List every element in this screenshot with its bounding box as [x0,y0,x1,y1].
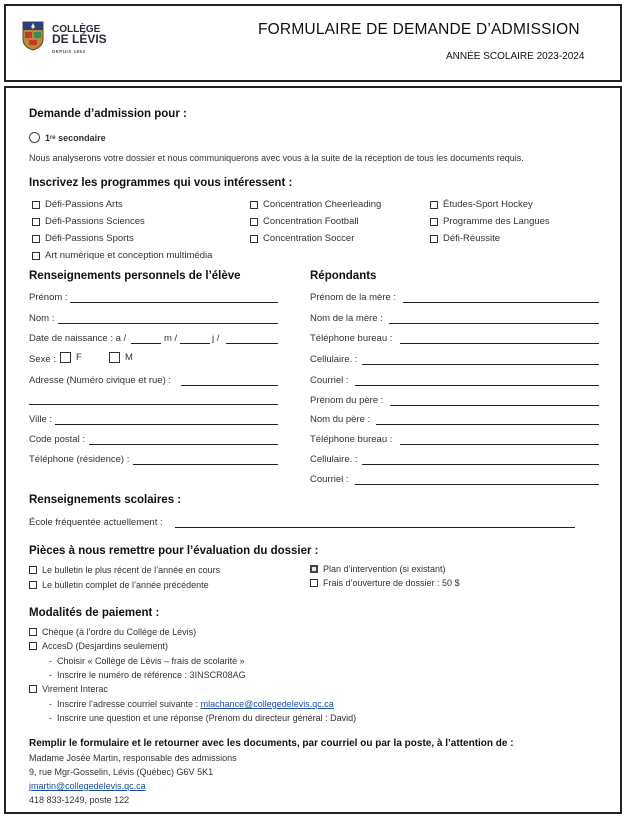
tel-bureau-pere-label: Téléphone bureau : [310,434,393,445]
checkbox[interactable] [29,566,37,574]
program-label: Concentration Soccer [263,233,355,244]
payment-cheque[interactable] [29,627,196,637]
admission-note: Nous analyserons votre dossier et nous communiquerons avec vous à la suite de la réception de tous les documents requis. [29,153,524,163]
checkbox[interactable] [32,252,40,260]
adresse-label: Adresse (Numéro civique et rue) : [29,375,172,386]
logo-tagline: DEPUIS 1853 [52,49,86,54]
checkbox[interactable] [430,235,438,243]
nom-mere-label: Nom de la mère : [310,313,383,324]
nom-field[interactable] [58,323,278,324]
document-label: Frais d’ouverture de dossier : 50 $ [323,578,460,588]
school-heading: Renseignements scolaires : [29,494,182,506]
interac-instruction-2: Inscrire une question et une réponse (Prénom du directeur général : David) [57,713,357,723]
dob-month-label: m / [164,333,178,344]
program-option[interactable] [32,216,145,227]
courriel-pere-label: Courriel : [310,474,349,485]
cellulaire-pere-field[interactable] [362,464,599,465]
interac-bullet-1: - Inscrire l’adresse courriel suivante : mlachance@collegedelevis.qc.ca [49,699,334,709]
admission-option-label: 1ʳᵉ secondaire [45,132,106,143]
payment-accesd-label: AccesD (Desjardins seulement) [42,641,169,651]
program-option[interactable] [430,233,500,244]
cellulaire-mere-field[interactable] [362,364,599,365]
checkbox[interactable] [60,352,71,363]
accesd-instruction-2: Inscrire le numéro de référence : 3INSCR08AG [57,670,246,680]
document-label: Plan d’intervention (si existant) [323,564,446,574]
dob-label: Date de naissance : a / [29,333,127,344]
ville-label: Ville : [29,414,53,425]
document-label: Le bulletin complet de l’année précédente [42,580,209,590]
nom-label: Nom : [29,313,55,324]
courriel-pere-field[interactable] [355,484,599,485]
tel-bureau-mere-label: Téléphone bureau : [310,333,393,344]
code-postal-label: Code postal : [29,434,85,445]
program-label: Défi-Passions Arts [45,199,123,210]
sexe-f-option[interactable] [60,352,82,363]
documents-heading: Pièces à nous remettre pour l’évaluation du dossier : [29,545,319,557]
accesd-instruction-1: Choisir « Collège de Lévis – frais de scolarité » [57,656,245,666]
tel-bureau-pere-field[interactable] [400,444,599,445]
adresse-field-line2[interactable] [29,404,278,405]
nom-pere-label: Nom du père : [310,414,371,425]
school-year: ANNÉE SCOLAIRE 2023-2024 [446,51,585,62]
checkbox[interactable] [310,579,318,587]
crest-icon [22,21,44,51]
checkbox[interactable] [32,218,40,226]
payment-interac[interactable] [29,684,108,694]
interac-instruction-1: Inscrire l’adresse courriel suivante : [57,699,199,709]
footer-contact-name: Madame Josée Martin, responsable des admissions [29,753,237,763]
footer-phone: 418 833-1249, poste 122 [29,795,130,805]
program-label: Études-Sport Hockey [443,199,533,210]
payment-interac-label: Virement Interac [42,684,108,694]
checkbox[interactable] [250,218,258,226]
program-label: Art numérique et conception multimédia [45,250,213,261]
prenom-mere-field[interactable] [403,302,599,303]
program-label: Concentration Football [263,216,359,227]
student-heading: Renseignements personnels de l’élève [29,270,241,282]
checkbox[interactable] [32,235,40,243]
adresse-field[interactable] [181,385,278,386]
checkbox[interactable] [310,565,318,573]
checkbox[interactable] [29,581,37,589]
checkbox[interactable] [109,352,120,363]
program-option[interactable] [32,233,134,244]
document-item[interactable] [310,564,446,574]
telephone-field[interactable] [133,464,278,465]
checkbox[interactable] [32,201,40,209]
sexe-f-label: F [76,352,82,363]
program-option[interactable] [430,216,550,227]
sexe-label: Sexe : [29,354,56,365]
document-item[interactable] [310,578,460,588]
program-label: Programme des Langues [443,216,550,227]
footer-address: 9, rue Mgr-Gosselin, Lévis (Québec) G6V 5K1 [29,767,214,777]
cellulaire-pere-label: Cellulaire. : [310,454,358,465]
program-label: Défi-Réussite [443,233,501,244]
nom-mere-field[interactable] [389,323,599,324]
program-option[interactable] [250,216,359,227]
checkbox[interactable] [29,642,37,650]
interac-email-link[interactable]: mlachance@collegedelevis.qc.ca [200,699,334,709]
program-option[interactable] [430,199,533,210]
admission-heading: Demande d’admission pour : [29,108,187,120]
dob-year-field[interactable] [131,343,161,344]
prenom-label: Prénom : [29,292,68,303]
accesd-bullet-1: - Choisir « Collège de Lévis – frais de scolarité » [49,656,245,666]
prenom-pere-label: Prénom du père : [310,395,384,406]
dob-month-field[interactable] [180,343,210,344]
telephone-label: Téléphone (résidence) : [29,454,130,465]
program-option[interactable] [250,233,354,244]
programs-heading: Inscrivez les programmes qui vous intéressent : [29,177,293,189]
program-label: Défi-Passions Sciences [45,216,145,227]
ecole-label: École fréquentée actuellement : [29,517,163,528]
tel-bureau-mere-field[interactable] [400,343,599,344]
footer-instruction: Remplir le formulaire et le retourner avec les documents, par courriel ou par la poste, à l’attention de : [29,738,514,749]
dob-day-field[interactable] [226,343,278,344]
logo-name-line2: DE LÉVIS [52,32,107,46]
sexe-m-option[interactable] [109,352,133,363]
nom-pere-field[interactable] [376,424,599,425]
program-label: Concentration Cheerleading [263,199,382,210]
prenom-field[interactable] [70,302,278,303]
interac-bullet-2: - Inscrire une question et une réponse (Prénom du directeur général : David) [49,713,357,723]
courriel-mere-label: Courriel : [310,375,349,386]
dob-day-label: j / [212,333,220,344]
checkbox[interactable] [29,628,37,636]
payment-heading: Modalités de paiement : [29,607,160,619]
cellulaire-mere-label: Cellulaire. : [310,354,358,365]
payment-cheque-label: Chèque (à l’ordre du Collège de Lévis) [42,627,197,637]
courriel-mere-field[interactable] [355,385,599,386]
college-logo [22,21,118,65]
accesd-bullet-2: - Inscrire le numéro de référence : 3INSCR08AG [49,670,246,680]
admission-option-secondaire[interactable] [29,132,106,143]
admission-radio[interactable] [29,132,40,143]
document-item[interactable] [29,565,220,575]
document-item[interactable] [29,580,209,590]
program-option[interactable] [32,199,123,210]
program-label: Défi-Passions Sports [45,233,134,244]
logo-name-line1: COLLÈGE [52,24,101,35]
program-option[interactable] [250,199,381,210]
payment-accesd[interactable] [29,641,168,651]
checkbox[interactable] [430,201,438,209]
checkbox[interactable] [250,235,258,243]
checkbox[interactable] [29,685,37,693]
prenom-pere-field[interactable] [390,405,599,406]
respondents-heading: Répondants [310,270,377,282]
checkbox[interactable] [250,201,258,209]
ville-field[interactable] [55,424,278,425]
code-postal-field[interactable] [89,444,278,445]
ecole-field[interactable] [175,527,575,528]
sexe-m-label: M [125,352,133,363]
form-title: FORMULAIRE DE DEMANDE D’ADMISSION [258,21,580,38]
prenom-mere-label: Prénom de la mère : [310,292,397,303]
program-option[interactable] [32,250,212,261]
document-label: Le bulletin le plus récent de l’année en cours [42,565,221,575]
checkbox[interactable] [430,218,438,226]
footer-email-link[interactable]: jmartin@collegedelevis.qc.ca [29,781,146,791]
